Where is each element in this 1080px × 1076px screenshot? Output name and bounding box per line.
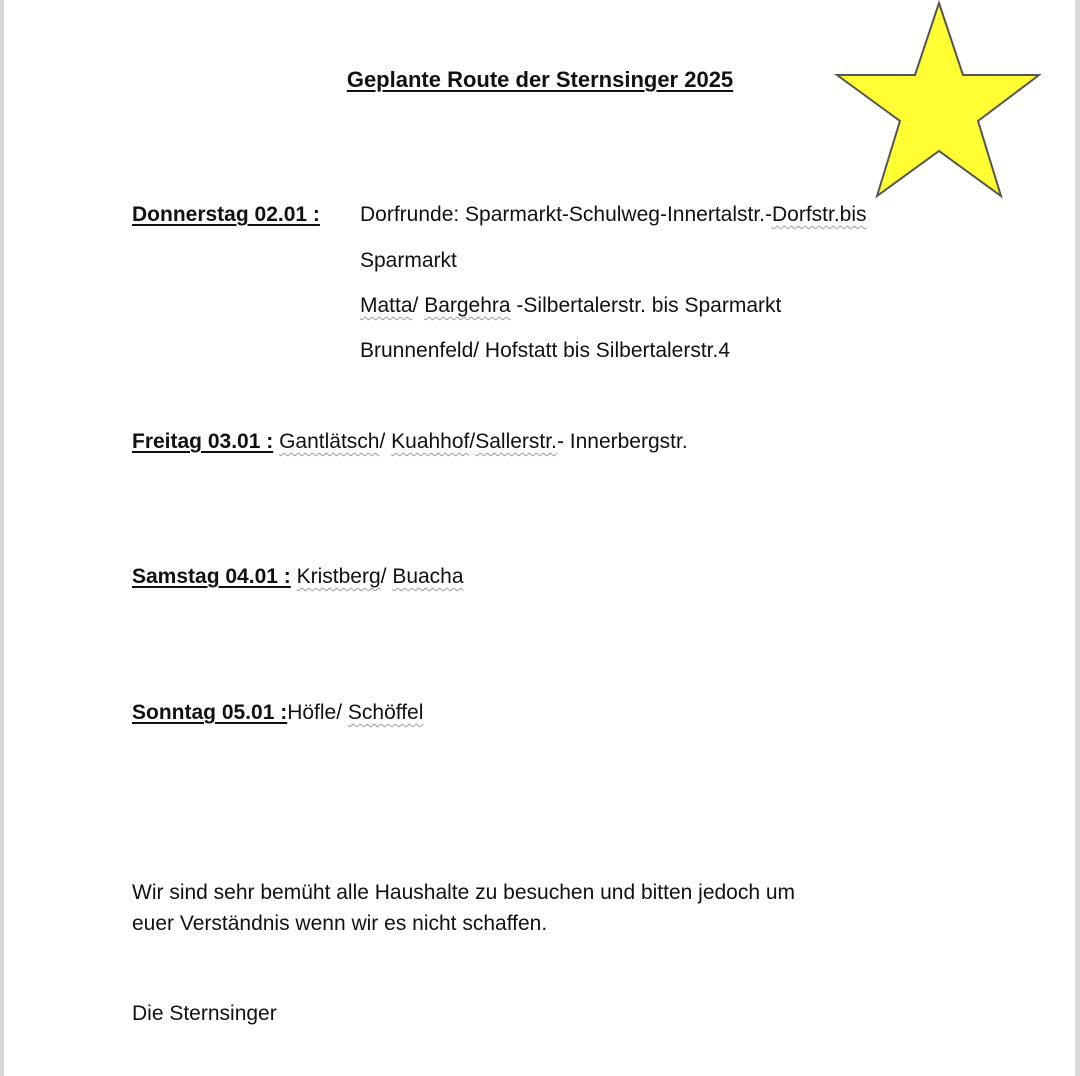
route-word-flagged: Sallerstr. [475, 430, 557, 453]
day-row-samstag [132, 562, 464, 592]
page-edge-right [1075, 0, 1080, 1076]
route-word-flagged: Matta [360, 294, 413, 317]
route-text: / [380, 565, 393, 588]
route-text: -Silbertalerstr. bis Sparmarkt [510, 294, 782, 317]
route-text: - Innerbergstr. [556, 430, 688, 453]
route-word-flagged: Gantlätsch [279, 430, 380, 453]
route-text: / [379, 430, 392, 453]
route-line [360, 291, 781, 321]
route-word-flagged: Schöffel [347, 701, 424, 724]
route-word-flagged: Buacha [392, 565, 464, 588]
route-line [273, 430, 687, 453]
day-label-freitag: Freitag 03.01 : [132, 430, 274, 453]
closing-line-1: Wir sind sehr bemüht alle Haushalte zu besuchen und bitten jedoch um [132, 881, 796, 904]
day-row-freitag [132, 427, 688, 457]
page-edge-left [0, 0, 4, 1076]
route-word-flagged: Kuahhof [391, 430, 470, 453]
star-icon [834, 0, 1042, 200]
route-word-flagged: Dorfstr.bis [772, 203, 867, 226]
day-label-samstag: Samstag 04.01 : [132, 565, 291, 588]
day-label-sonntag: Sonntag 05.01 : [132, 701, 288, 724]
route-line [287, 701, 423, 724]
route-text: Sparmarkt [360, 249, 457, 272]
page-title-text: Geplante Route der Sternsinger 2025 [346, 67, 734, 92]
route-line [360, 336, 730, 366]
route-word-flagged: Bargehra [424, 294, 511, 317]
star-shape [837, 3, 1039, 196]
route-word-flagged: Kristberg [296, 565, 381, 588]
route-text: Brunnenfeld/ Hofstatt bis Silbertalerstr.4 [360, 339, 731, 362]
route-text: Höfle/ [287, 701, 348, 724]
closing-line-2: euer Verständnis wenn wir es nicht schaffen. [132, 912, 548, 935]
route-text: / [412, 294, 425, 317]
route-line [291, 565, 464, 588]
route-text: Dorfrunde: Sparmarkt-Schulweg-Innertalstr.- [360, 203, 772, 226]
route-line [360, 200, 867, 230]
page-title [0, 64, 1080, 96]
signature: Die Sternsinger [132, 1002, 277, 1025]
route-line [360, 246, 457, 276]
day-label-donnerstag: Donnerstag 02.01 : [132, 203, 320, 226]
day-row-sonntag [132, 698, 423, 728]
route-text: / [469, 430, 476, 453]
